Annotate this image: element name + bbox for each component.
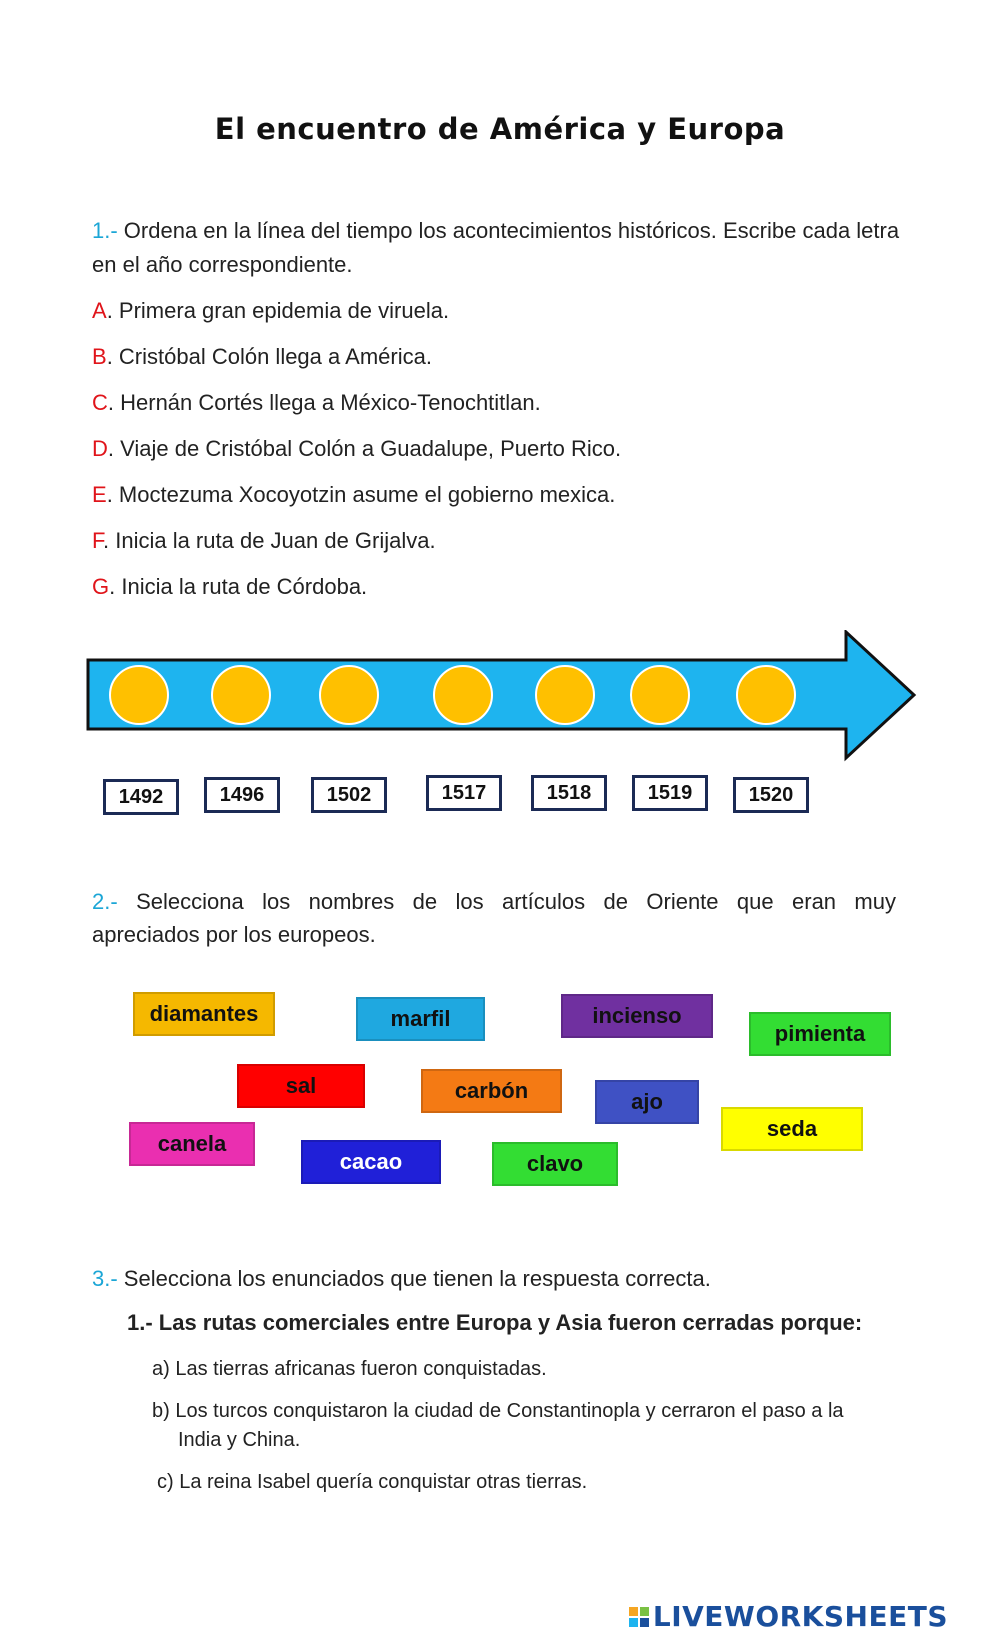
q1-item-b (92, 342, 432, 372)
q3-option-b-continued: India y China. (178, 1429, 301, 1451)
item-letter: B (92, 344, 107, 369)
q3-instruction (92, 1262, 711, 1296)
item-letter: D (92, 436, 108, 461)
chip-diamantes[interactable]: diamantes (133, 992, 275, 1036)
q2-text-line1: Selecciona los nombres de los artículos de Oriente que eran muy (117, 889, 896, 914)
item-text: . Inicia la ruta de Córdoba. (109, 574, 368, 599)
chip-cacao[interactable]: cacao (301, 1140, 441, 1184)
q3-option-c[interactable]: c) La reina Isabel quería conquistar otras tierras. (157, 1471, 588, 1493)
q2-instruction-line1 (92, 885, 896, 919)
q1-item-f (92, 526, 436, 556)
item-letter: A (92, 298, 107, 323)
logo-mark-icon (629, 1607, 649, 1627)
timeline-slot-1[interactable] (110, 666, 168, 724)
q1-item-g (92, 572, 367, 602)
item-text: . Viaje de Cristóbal Colón a Guadalupe, Puerto Rico. (107, 436, 622, 461)
q1-item-a (92, 296, 449, 326)
chip-clavo[interactable]: clavo (492, 1142, 618, 1186)
timeline-slot-5[interactable] (536, 666, 594, 724)
chip-ajo[interactable]: ajo (595, 1080, 699, 1124)
year-box-1492: 1492 (103, 779, 179, 815)
item-letter: E (92, 482, 107, 507)
q3-option-a[interactable]: a) Las tierras africanas fueron conquistadas. (152, 1358, 547, 1380)
q3-text: Selecciona los enunciados que tienen la respuesta correcta. (117, 1266, 711, 1291)
timeline-slot-7[interactable] (737, 666, 795, 724)
item-letter: F (92, 528, 103, 553)
q3-option-b[interactable]: b) Los turcos conquistaron la ciudad de Constantinopla y cerraron el paso a la (152, 1400, 844, 1422)
year-box-1518: 1518 (531, 775, 607, 811)
chip-canela[interactable]: canela (129, 1122, 255, 1166)
year-box-1502: 1502 (311, 777, 387, 813)
chip-seda[interactable]: seda (721, 1107, 863, 1151)
q2-number: 2.- (92, 889, 118, 914)
item-text: . Cristóbal Colón llega a América. (106, 344, 432, 369)
chip-sal[interactable]: sal (237, 1064, 365, 1108)
item-text: . Inicia la ruta de Juan de Grijalva. (103, 528, 436, 553)
year-box-1519: 1519 (632, 775, 708, 811)
page-title: El encuentro de América y Europa (214, 112, 786, 146)
q1-text: Ordena en la línea del tiempo los acontecimientos históricos. Escribe cada letra en el año correspondiente. (92, 218, 900, 277)
q3-question: 1.- Las rutas comerciales entre Europa y Asia fueron cerradas porque: (127, 1310, 863, 1335)
year-box-1517: 1517 (426, 775, 502, 811)
year-box-1520: 1520 (733, 777, 809, 813)
q1-instruction (92, 214, 904, 282)
item-text: . Moctezuma Xocoyotzin asume el gobierno mexica. (106, 482, 616, 507)
timeline-slot-6[interactable] (631, 666, 689, 724)
chip-marfil[interactable]: marfil (356, 997, 485, 1041)
item-text: . Hernán Cortés llega a México-Tenochtitlan. (107, 390, 541, 415)
chip-incienso[interactable]: incienso (561, 994, 713, 1038)
q2-instruction-line2: apreciados por los europeos. (92, 922, 376, 947)
q1-item-e (92, 480, 615, 510)
q1-item-c (92, 388, 541, 418)
liveworksheets-logo (629, 1600, 948, 1633)
chip-carbon[interactable]: carbón (421, 1069, 562, 1113)
item-letter: G (92, 574, 110, 599)
timeline-slot-4[interactable] (434, 666, 492, 724)
logo-text: LIVEWORKSHEETS (652, 1600, 948, 1633)
q3-number: 3.- (92, 1266, 118, 1291)
item-letter: C (92, 390, 108, 415)
year-box-1496: 1496 (204, 777, 280, 813)
q1-number: 1.- (92, 218, 118, 243)
timeline-slot-2[interactable] (212, 666, 270, 724)
q1-item-d (92, 434, 621, 464)
timeline-arrow (0, 630, 1000, 770)
item-text: . Primera gran epidemia de viruela. (106, 298, 450, 323)
timeline-slot-3[interactable] (320, 666, 378, 724)
chip-pimienta[interactable]: pimienta (749, 1012, 891, 1056)
